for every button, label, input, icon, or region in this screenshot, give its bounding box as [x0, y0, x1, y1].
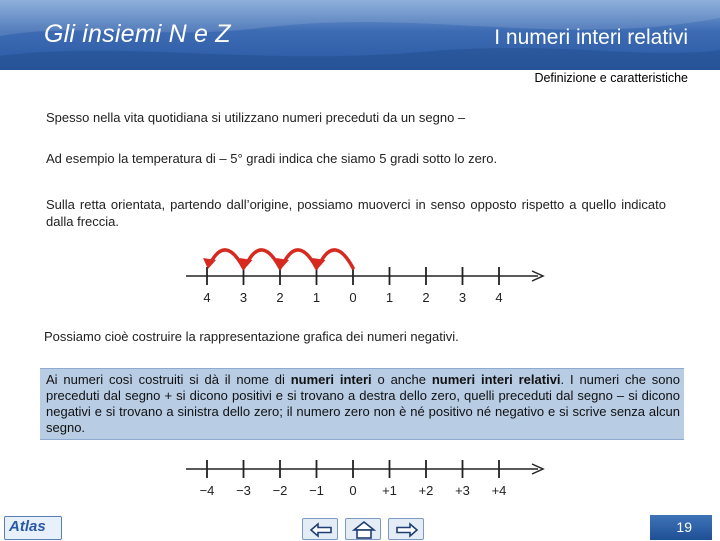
definition-text-part: o anche: [371, 372, 432, 387]
red-jump-arc: [247, 250, 281, 268]
tick-label: 4: [495, 290, 503, 305]
header-bar: [0, 0, 720, 70]
slide-title: Gli insiemi N e Z: [44, 20, 231, 48]
tick-label: 1: [385, 290, 394, 305]
tick-label: +2: [418, 483, 434, 498]
number-line-relative-integers: [0, 455, 720, 525]
tick-label: 4: [203, 290, 211, 305]
red-jump-arc: [320, 250, 354, 268]
tick-label: 2: [276, 290, 284, 305]
tick-label: +1: [382, 483, 397, 498]
back-arrow-icon: [303, 519, 339, 541]
definition-bold-term: numeri interi relativi: [431, 372, 561, 387]
tick-label: 2: [422, 290, 430, 305]
tick-label: 1: [312, 290, 321, 305]
tick-label: 3: [239, 290, 248, 305]
tick-label: 3: [458, 290, 467, 305]
page-number: 19: [650, 515, 712, 540]
definition-bold-term: numeri interi: [290, 372, 372, 387]
atlas-logo-text: Atlas: [9, 518, 46, 535]
paragraph-negative-numbers: Possiamo cioè costruire la rappresentazione grafica dei numeri negativi.: [44, 329, 459, 344]
definition-text-part: . I numeri che sono preceduti dal segno + si dicono positivi e si trovano a destra dello zero, quelli preceduti dal segno – si dicono negativi e si trovano a sinistra dello zero; il numero zero non è né positivo né negativo e si scrive senza alcun segno.: [46, 372, 680, 435]
atlas-logo: [4, 516, 62, 540]
tick-label: +3: [455, 483, 470, 498]
home-icon: [346, 519, 382, 541]
definition-text: [46, 372, 680, 436]
red-jump-arc: [283, 250, 317, 268]
paragraph-example: Ad esempio la temperatura di – 5° gradi indica che siamo 5 gradi sotto lo zero.: [46, 151, 498, 166]
tick-label: −3: [236, 483, 251, 498]
forward-button[interactable]: [388, 518, 424, 540]
paragraph-intro: Spesso nella vita quotidiana si utilizzano numeri preceduti da un segno –: [46, 110, 466, 125]
tick-label: 0: [349, 483, 357, 498]
tick-label: −2: [272, 483, 288, 498]
forward-arrow-icon: [389, 519, 425, 541]
paragraph-oriented-line: Sulla retta orientata, partendo dall’origine, possiamo muoverci in senso opposto rispetto a quello indicato dalla freccia.: [46, 197, 666, 229]
definition-text-part: Ai numeri così costruiti si dà il nome di: [46, 372, 291, 387]
definition-box: [40, 368, 684, 440]
home-button[interactable]: [345, 518, 381, 540]
number-line-with-arcs: [0, 240, 720, 310]
slide-topic: I numeri interi relativi: [494, 26, 688, 49]
section-subtitle: Definizione e caratteristiche: [534, 71, 688, 85]
tick-label: −4: [199, 483, 215, 498]
tick-label: −1: [309, 483, 324, 498]
back-button[interactable]: [302, 518, 338, 540]
tick-label: +4: [491, 483, 507, 498]
red-jump-arc: [210, 250, 244, 268]
tick-label: 0: [349, 290, 357, 305]
